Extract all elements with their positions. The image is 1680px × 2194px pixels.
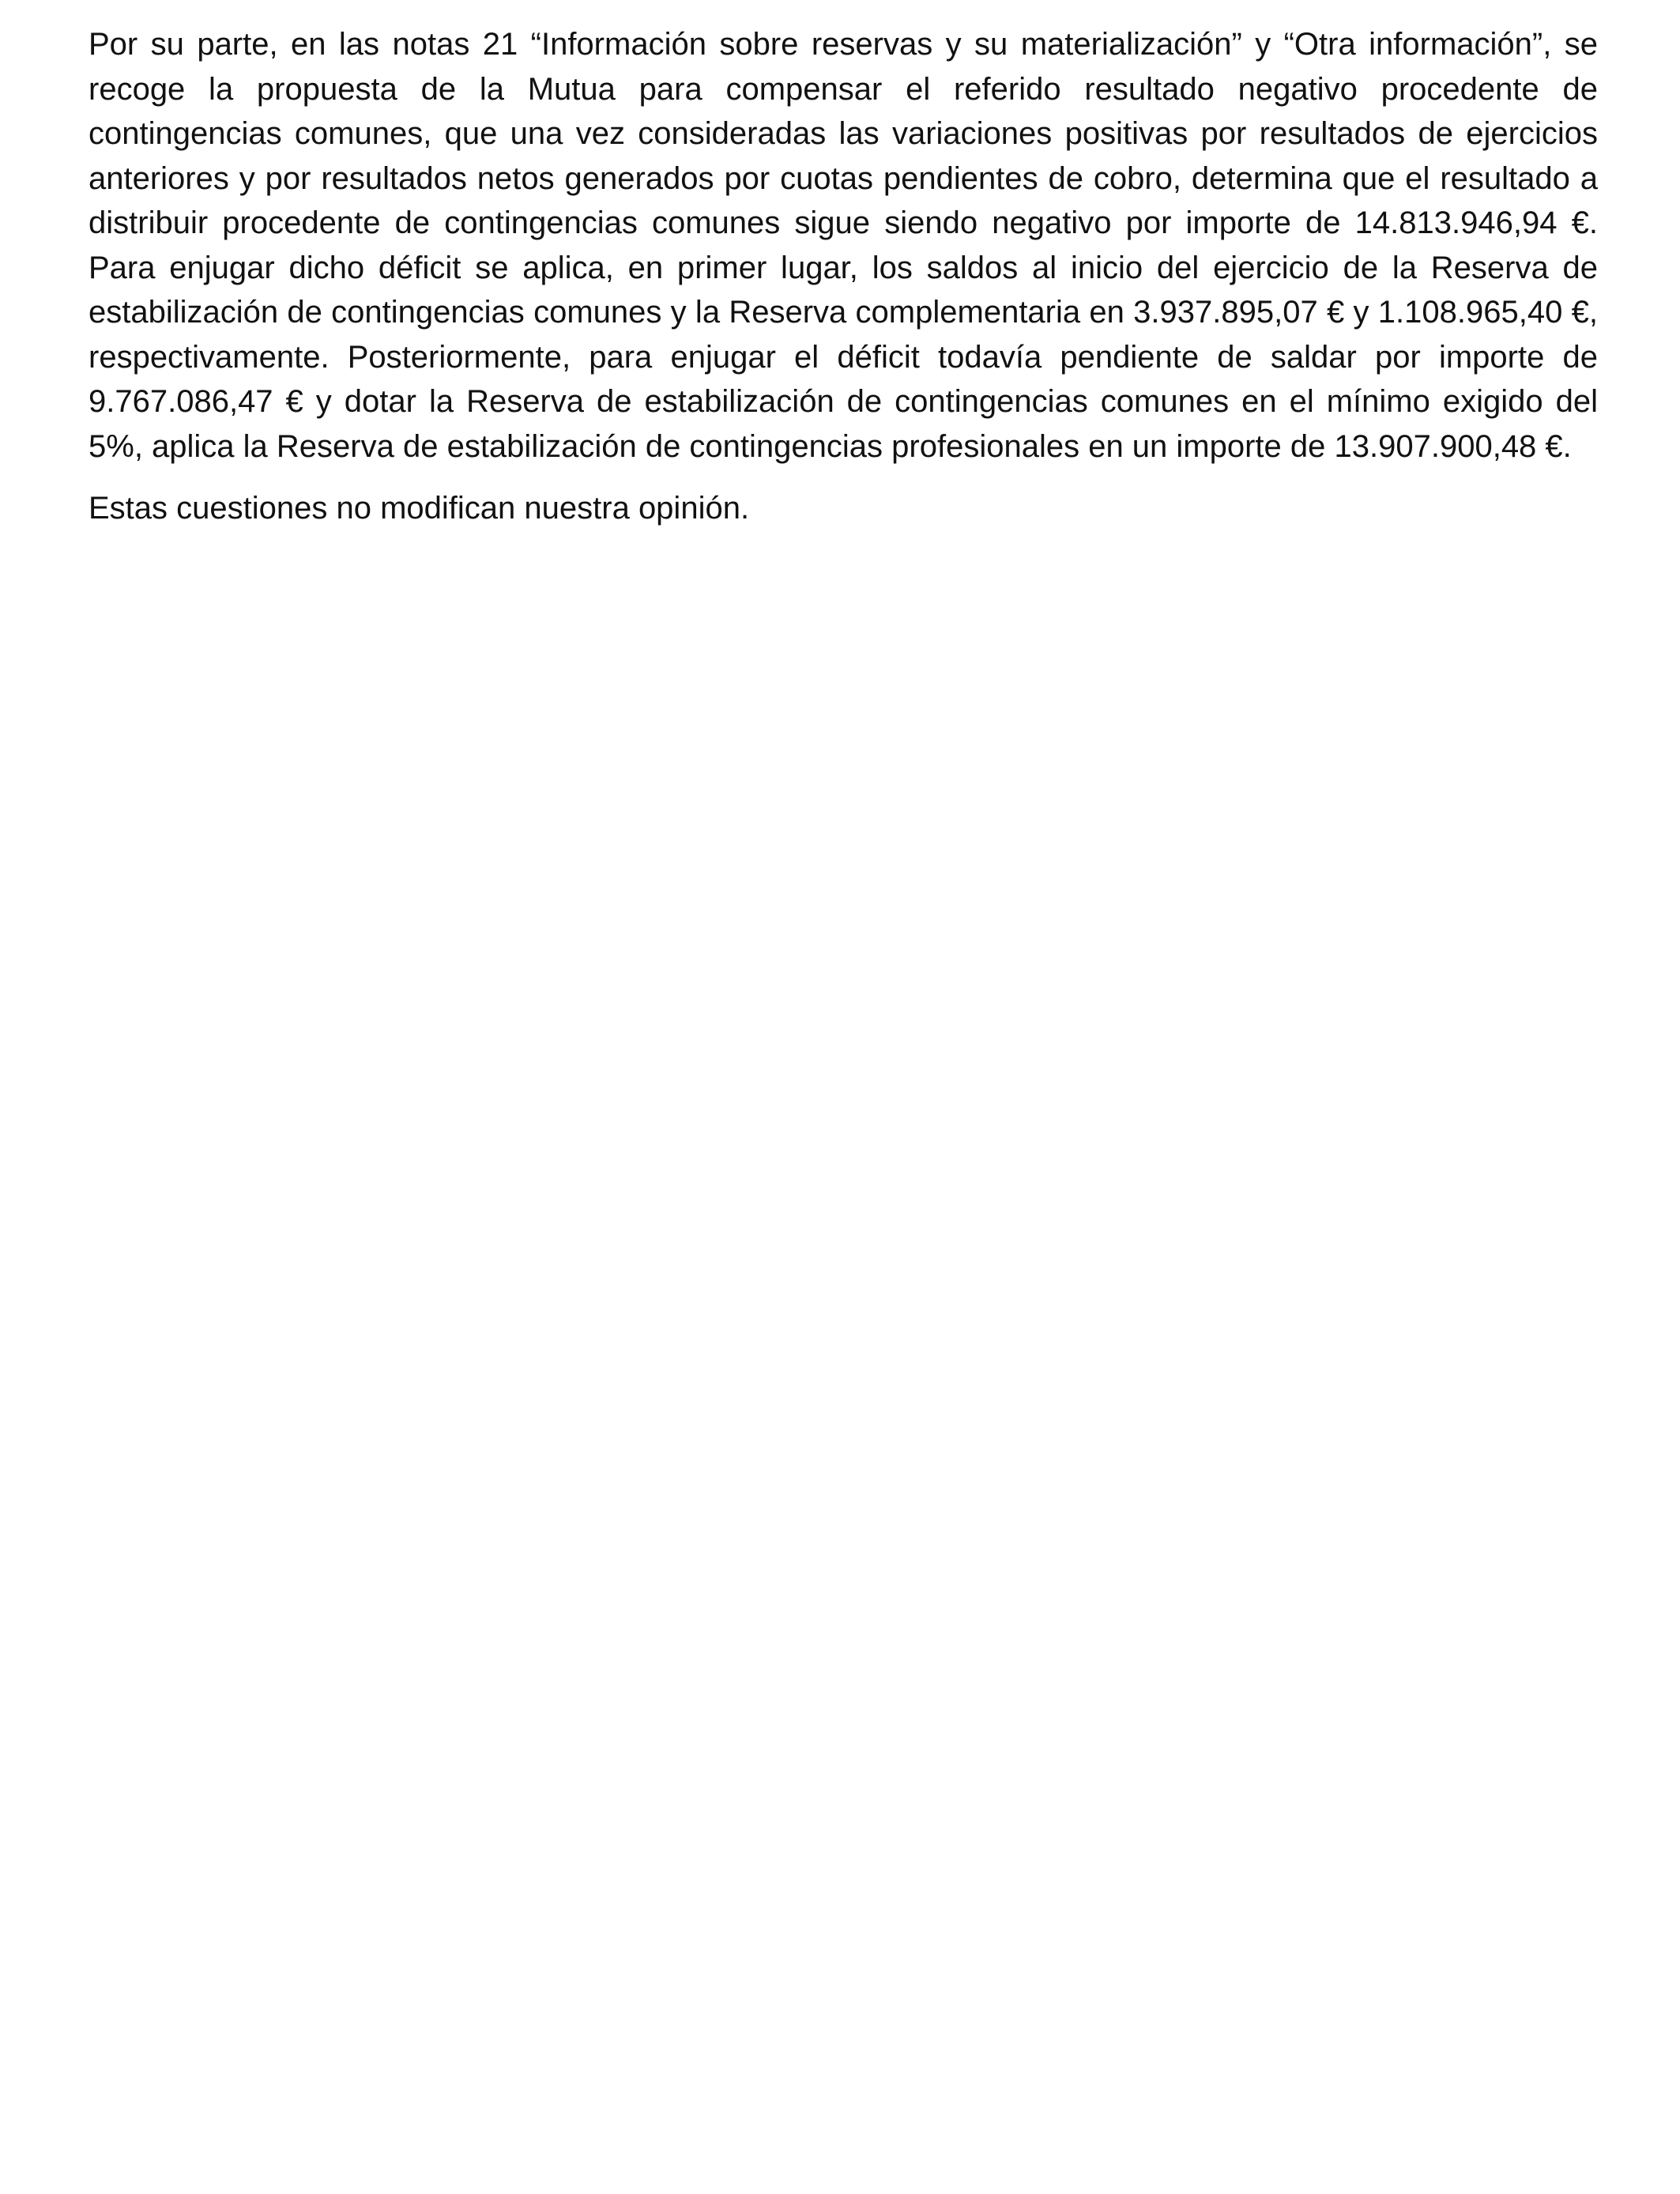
paragraph-opinion-statement: Estas cuestiones no modifican nuestra opinión. bbox=[89, 491, 750, 526]
document-body bbox=[89, 22, 1598, 531]
paragraph-reserves-proposal: Por su parte, en las notas 21 “Información sobre reservas y su materialización” y “Otra información”, se recoge la propuesta de la Mutua para compensar el referido resultado negativo procedente de contingencias comunes, que una vez consideradas las variaciones positivas por resultados de ejercicios anteriores y por resultados netos generados por cuotas pendientes de cobro, determina que el resultado a distribuir procedente de contingencias comunes sigue siendo negativo por importe de 14.813.946,94 €. Para enjugar dicho déficit se aplica, en primer lugar, los saldos al inicio del ejercicio de la Reserva de estabilización de contingencias comunes y la Reserva complementaria en 3.937.895,07 € y 1.108.965,40 €, respectivamente. Posteriormente, para enjugar el déficit todavía pendiente de saldar por importe de 9.767.086,47 € y dotar la Reserva de estabilización de contingencias comunes en el mínimo exigido del 5%, aplica la Reserva de estabilización de contingencias profesionales en un importe de 13.907.900,48 €. bbox=[89, 27, 1598, 464]
